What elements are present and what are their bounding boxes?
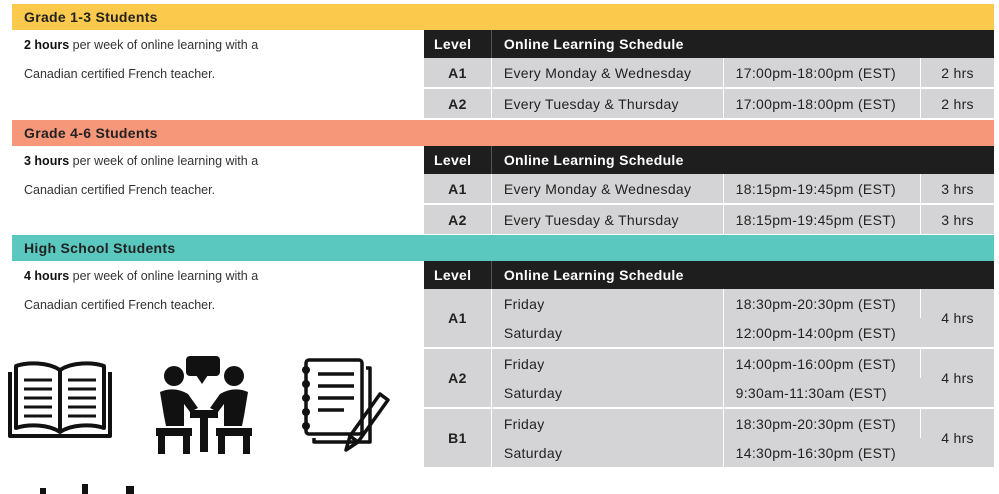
section-title-grade-1-3: Grade 1-3 Students: [12, 4, 994, 30]
notepad-pencil-icon: [296, 356, 396, 456]
hours-cell: 2 hrs: [921, 88, 994, 118]
hours-cell: 4 hrs: [921, 289, 994, 348]
time-cell: 9:30am-11:30am (EST): [723, 378, 920, 408]
table-row: [424, 204, 994, 234]
hours-highlight: 4 hours: [24, 269, 70, 283]
day-cell: Saturday: [491, 378, 723, 408]
hours-cell: 2 hrs: [921, 58, 994, 88]
open-book-icon: [8, 358, 112, 440]
section-title-high-school: High School Students: [12, 235, 994, 261]
table-header: [424, 146, 994, 174]
day-cell: Every Tuesday & Thursday: [491, 204, 723, 234]
decorative-shape: [30, 484, 150, 494]
hours-highlight: 2 hours: [24, 38, 70, 52]
description-text: per week of online learning with a: [69, 154, 259, 168]
table-header: [424, 261, 994, 289]
hours-cell: 4 hrs: [921, 408, 994, 467]
schedule-table-grade-4-6: [424, 146, 994, 234]
day-cell: Saturday: [491, 438, 723, 467]
header-schedule: Online Learning Schedule: [491, 30, 994, 58]
section-description-grade-4-6: [24, 147, 424, 205]
day-cell: Friday: [491, 348, 723, 378]
time-cell: 14:30pm-16:30pm (EST): [723, 438, 920, 467]
table-row: [424, 88, 994, 118]
day-cell: Every Monday & Wednesday: [491, 58, 723, 88]
description-text-line2: Canadian certified French teacher.: [24, 298, 216, 312]
time-cell: 12:00pm-14:00pm (EST): [723, 318, 920, 348]
time-cell: 18:30pm-20:30pm (EST): [723, 408, 920, 438]
schedule-table-grade-1-3: [424, 30, 994, 118]
time-cell: 17:00pm-18:00pm (EST): [723, 88, 920, 118]
day-cell: Friday: [491, 408, 723, 438]
hours-cell: 3 hrs: [921, 174, 994, 204]
header-level: Level: [424, 30, 491, 58]
table-row: [424, 438, 994, 467]
table-row: [424, 174, 994, 204]
description-text-line2: Canadian certified French teacher.: [24, 183, 216, 197]
level-cell: A2: [424, 348, 491, 408]
time-cell: 18:30pm-20:30pm (EST): [723, 289, 920, 318]
table-row: [424, 58, 994, 88]
table-row: [424, 289, 994, 318]
time-cell: 14:00pm-16:00pm (EST): [723, 348, 920, 378]
table-row: [424, 348, 994, 378]
hours-highlight: 3 hours: [24, 154, 70, 168]
schedule-table-high-school: [424, 261, 994, 467]
section-description-grade-1-3: [24, 31, 424, 89]
time-cell: 18:15pm-19:45pm (EST): [723, 204, 920, 234]
description-text-line2: Canadian certified French teacher.: [24, 67, 216, 81]
header-level: Level: [424, 146, 491, 174]
day-cell: Saturday: [491, 318, 723, 348]
level-cell: A2: [424, 88, 491, 118]
header-schedule: Online Learning Schedule: [491, 261, 994, 289]
day-cell: Every Monday & Wednesday: [491, 174, 723, 204]
table-row: [424, 408, 994, 438]
level-cell: A1: [424, 174, 491, 204]
table-row: [424, 318, 994, 348]
day-cell: Every Tuesday & Thursday: [491, 88, 723, 118]
description-text: per week of online learning with a: [69, 269, 259, 283]
description-text: per week of online learning with a: [69, 38, 259, 52]
time-cell: 18:15pm-19:45pm (EST): [723, 174, 920, 204]
level-cell: A1: [424, 58, 491, 88]
group-discussion-icon: [150, 356, 254, 456]
table-header: [424, 30, 994, 58]
level-cell: A2: [424, 204, 491, 234]
day-cell: Friday: [491, 289, 723, 318]
header-level: Level: [424, 261, 491, 289]
time-cell: 17:00pm-18:00pm (EST): [723, 58, 920, 88]
section-title-grade-4-6: Grade 4-6 Students: [12, 120, 994, 146]
level-cell: A1: [424, 289, 491, 348]
section-description-high-school: [24, 262, 424, 320]
hours-cell: 3 hrs: [921, 204, 994, 234]
header-schedule: Online Learning Schedule: [491, 146, 994, 174]
level-cell: B1: [424, 408, 491, 467]
table-row: [424, 378, 994, 408]
hours-cell: 4 hrs: [921, 348, 994, 408]
